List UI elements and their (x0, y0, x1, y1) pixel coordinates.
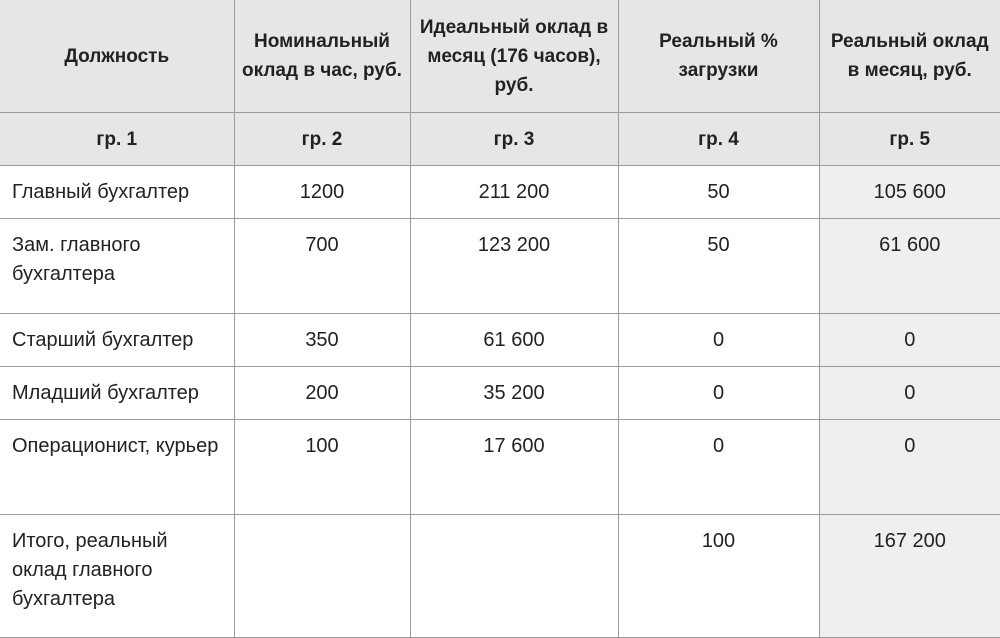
header-real-monthly-salary: Реальный оклад в месяц, руб. (819, 0, 1000, 113)
cell-total-load-percent: 100 (618, 515, 819, 638)
column-number-row (0, 113, 1000, 166)
cell-real-salary: 0 (819, 367, 1000, 420)
cell-nominal-rate: 100 (234, 420, 410, 515)
cell-ideal-salary: 35 200 (410, 367, 618, 420)
cell-load-percent: 0 (618, 314, 819, 367)
cell-total-label: Итого, реальный оклад главного бухгалтера (0, 515, 234, 638)
cell-nominal-rate: 1200 (234, 166, 410, 219)
cell-real-salary: 0 (819, 420, 1000, 515)
cell-real-salary: 105 600 (819, 166, 1000, 219)
cell-position: Главный бухгалтер (0, 166, 234, 219)
column-number: гр. 5 (819, 113, 1000, 166)
cell-load-percent: 0 (618, 367, 819, 420)
cell-empty (234, 515, 410, 638)
cell-nominal-rate: 350 (234, 314, 410, 367)
table-row (0, 420, 1000, 515)
header-row (0, 0, 1000, 113)
cell-position: Зам. главного бухгалтера (0, 219, 234, 314)
column-number: гр. 4 (618, 113, 819, 166)
cell-nominal-rate: 700 (234, 219, 410, 314)
header-nominal-hourly-rate: Номинальный оклад в час, руб. (234, 0, 410, 113)
cell-ideal-salary: 211 200 (410, 166, 618, 219)
cell-empty (410, 515, 618, 638)
header-position: Должность (0, 0, 234, 113)
cell-real-salary: 0 (819, 314, 1000, 367)
cell-ideal-salary: 61 600 (410, 314, 618, 367)
table-row (0, 314, 1000, 367)
cell-load-percent: 50 (618, 166, 819, 219)
cell-position: Младший бухгалтер (0, 367, 234, 420)
cell-load-percent: 50 (618, 219, 819, 314)
column-number: гр. 3 (410, 113, 618, 166)
cell-nominal-rate: 200 (234, 367, 410, 420)
header-ideal-monthly-salary: Идеальный оклад в месяц (176 часов), руб. (410, 0, 618, 113)
total-row (0, 515, 1000, 638)
column-number: гр. 2 (234, 113, 410, 166)
cell-real-salary: 61 600 (819, 219, 1000, 314)
cell-load-percent: 0 (618, 420, 819, 515)
cell-position: Старший бухгалтер (0, 314, 234, 367)
table-row (0, 166, 1000, 219)
cell-total-real-salary: 167 200 (819, 515, 1000, 638)
table-row (0, 219, 1000, 314)
cell-position: Операционист, курьер (0, 420, 234, 515)
column-number: гр. 1 (0, 113, 234, 166)
table-row (0, 367, 1000, 420)
cell-ideal-salary: 17 600 (410, 420, 618, 515)
header-real-load-percent: Реальный % загрузки (618, 0, 819, 113)
cell-ideal-salary: 123 200 (410, 219, 618, 314)
